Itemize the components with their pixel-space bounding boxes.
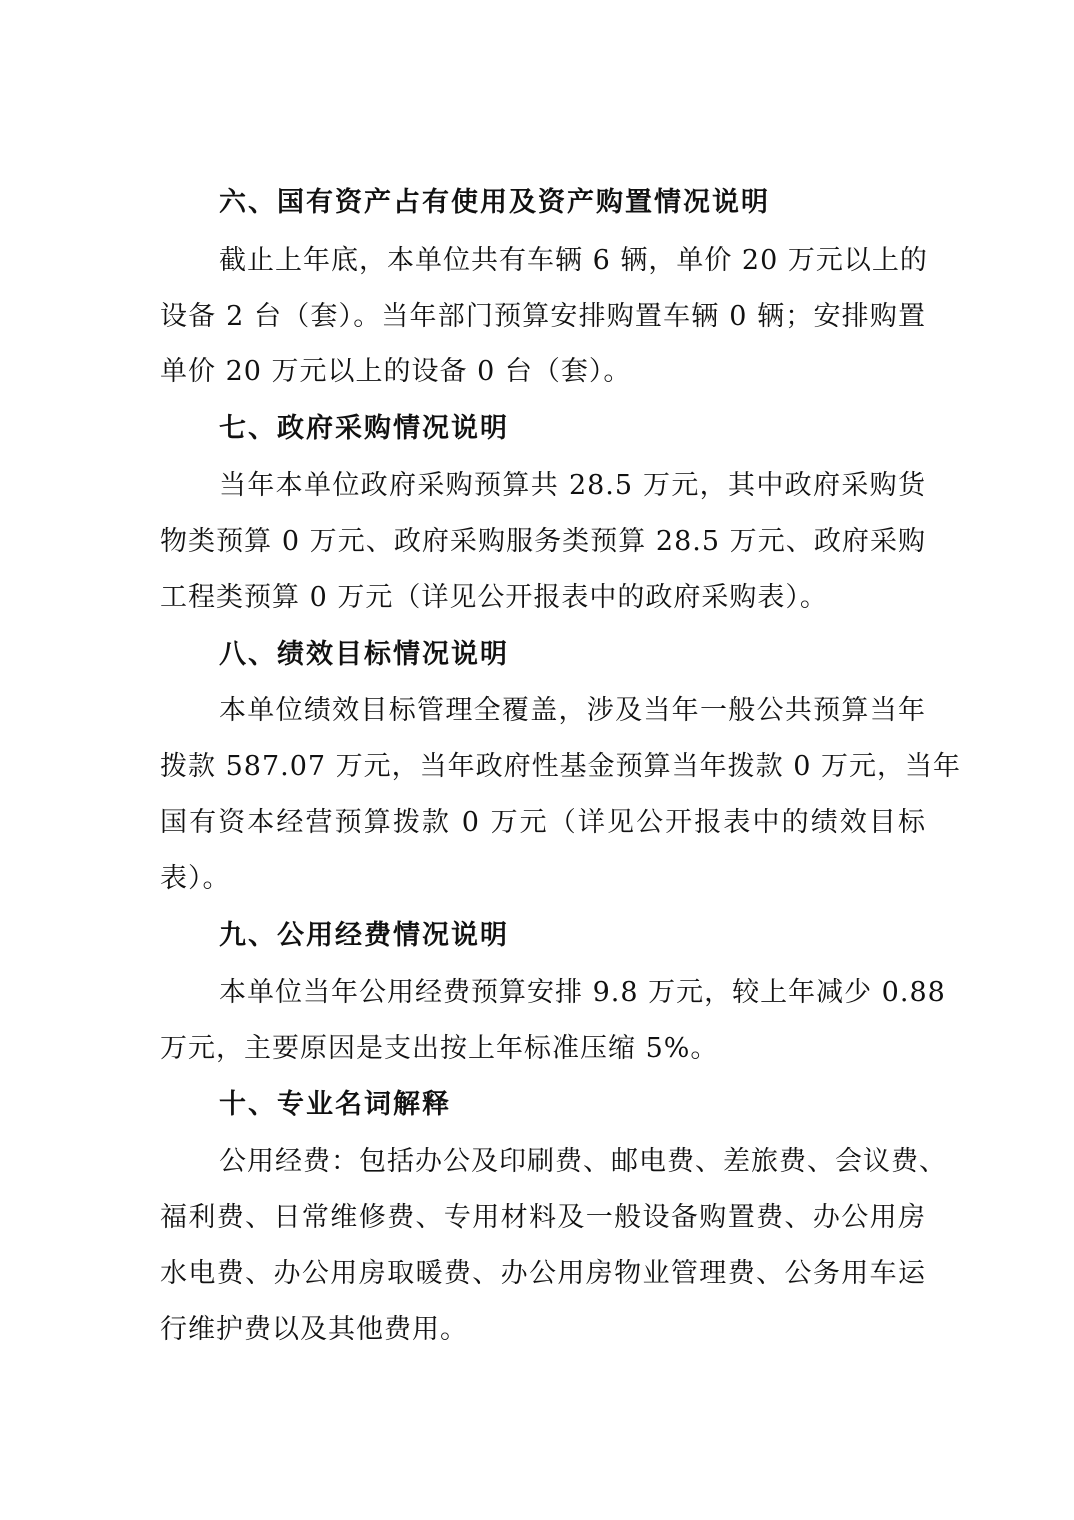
paragraph-line: 截止上年底，本单位共有车辆 6 辆，单价 20 万元以上的 bbox=[219, 245, 928, 276]
paragraph-line: 本单位绩效目标管理全覆盖，涉及当年一般公共预算当年 bbox=[219, 695, 926, 726]
section-heading-public-funds: 九、公用经费情况说明 bbox=[219, 920, 509, 951]
paragraph-line: 单价 20 万元以上的设备 0 台（套）。 bbox=[160, 356, 632, 387]
paragraph-line: 行维护费以及其他费用。 bbox=[160, 1314, 468, 1345]
paragraph-line: 当年本单位政府采购预算共 28.5 万元，其中政府采购货 bbox=[219, 470, 926, 501]
section-heading-procurement: 七、政府采购情况说明 bbox=[219, 413, 509, 444]
paragraph-line: 物类预算 0 万元、政府采购服务类预算 28.5 万元、政府采购 bbox=[160, 526, 926, 557]
paragraph-line: 国有资本经营预算拨款 0 万元（详见公开报表中的绩效目标 bbox=[160, 807, 926, 838]
paragraph-line: 公用经费：包括办公及印刷费、邮电费、差旅费、会议费、 bbox=[219, 1146, 947, 1177]
paragraph-line: 万元，主要原因是支出按上年标准压缩 5%。 bbox=[160, 1033, 719, 1064]
paragraph-line: 本单位当年公用经费预算安排 9.8 万元，较上年减少 0.88 bbox=[219, 977, 946, 1008]
paragraph-line: 福利费、日常维修费、专用材料及一般设备购置费、办公用房 bbox=[160, 1202, 926, 1233]
paragraph-line: 表）。 bbox=[160, 863, 231, 894]
paragraph-line: 设备 2 台（套）。当年部门预算安排购置车辆 0 辆；安排购置 bbox=[160, 301, 926, 332]
section-heading-glossary: 十、专业名词解释 bbox=[219, 1089, 451, 1120]
paragraph-line: 工程类预算 0 万元（详见公开报表中的政府采购表）。 bbox=[160, 582, 828, 613]
paragraph-line: 水电费、办公用房取暖费、办公用房物业管理费、公务用车运 bbox=[160, 1258, 926, 1289]
section-heading-assets: 六、国有资产占有使用及资产购置情况说明 bbox=[219, 187, 770, 218]
section-heading-performance: 八、绩效目标情况说明 bbox=[219, 639, 509, 670]
paragraph-line: 拨款 587.07 万元，当年政府性基金预算当年拨款 0 万元，当年 bbox=[160, 751, 961, 782]
